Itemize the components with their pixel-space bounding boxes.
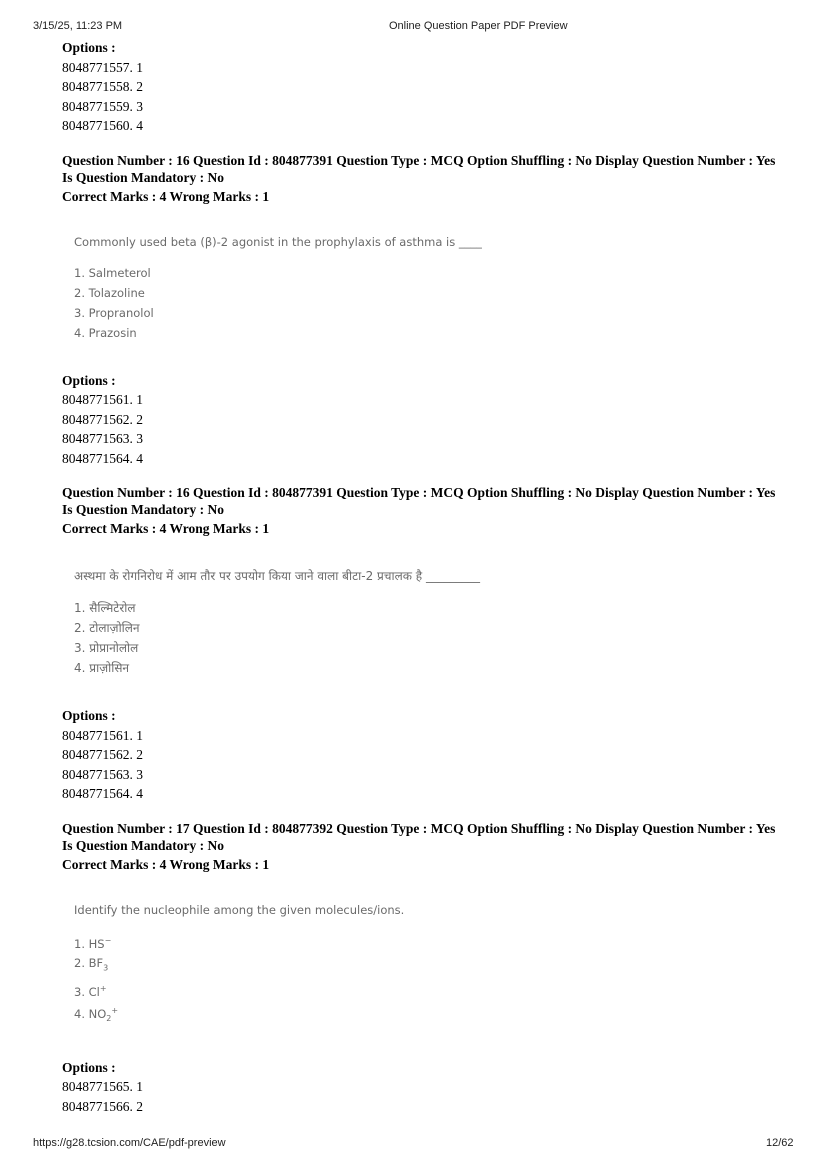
option-line: 8048771564. 4 [62, 450, 143, 466]
options-label: Options : [62, 372, 116, 388]
question-marks: Correct Marks : 4 Wrong Marks : 1 [62, 188, 270, 204]
question-image [74, 235, 782, 343]
question-meta [62, 152, 782, 205]
subscript: 3 [103, 963, 109, 973]
options-label: Options : [62, 708, 116, 723]
option-line: 8048771564. 4 [62, 786, 143, 801]
question-16-hindi [62, 484, 782, 804]
option-line: 8048771563. 3 [62, 431, 143, 446]
question-marks: Correct Marks : 4 Wrong Marks : 1 [62, 521, 270, 536]
choice-item: 1. सैल्मिटेरोल [74, 601, 136, 615]
charge-superscript: − [104, 935, 112, 945]
choice-item [74, 979, 782, 1002]
option-line: 8048771562. 2 [62, 747, 143, 762]
choice-item: 2. टोलाज़ोलिन [74, 621, 140, 635]
question-image [74, 903, 782, 1030]
option-line: 8048771561. 1 [62, 727, 143, 743]
option-line: 8048771561. 1 [62, 392, 143, 407]
choice-text: 1. HS [74, 936, 105, 951]
question-meta-line: Question Number : 16 Question Id : 804877391 Question Type : MCQ Option Shuffling : No Display Question Number : Yes [62, 485, 776, 500]
question-mandatory: Is Question Mandatory : No [62, 837, 225, 853]
choice-item: 1. Salmeterol [74, 265, 151, 280]
options-block [62, 706, 782, 804]
question-16-english [62, 152, 782, 469]
options-label: Options : [62, 40, 116, 55]
option-line: 8048771566. 2 [62, 1098, 143, 1114]
question-image [74, 567, 782, 678]
option-line: 8048771558. 2 [62, 79, 143, 94]
question-mandatory: Is Question Mandatory : No [62, 502, 225, 517]
question-meta [62, 820, 782, 873]
option-line: 8048771563. 3 [62, 766, 143, 782]
charge-superscript: + [99, 983, 107, 993]
question-meta-line: Question Number : 16 Question Id : 804877391 Question Type : MCQ Option Shuffling : No Display Question Number : Yes [62, 152, 776, 168]
question-text: अस्थमा के रोगनिरोध में आम तौर पर उपयोग किया जाने वाला बीटा-2 प्रचालक है _________ [74, 569, 480, 583]
question-paper-content [62, 38, 782, 1116]
question-meta [62, 484, 782, 537]
print-title: Online Question Paper PDF Preview [389, 20, 568, 32]
choice-item: 4. प्राज़ोसिन [74, 661, 130, 675]
choice-text: 3. Cl [74, 984, 100, 999]
choice-text: 2. BF [74, 956, 104, 971]
choice-item: 3. Propranolol [74, 305, 154, 320]
option-line: 8048771565. 1 [62, 1079, 143, 1095]
question-mandatory: Is Question Mandatory : No [62, 169, 225, 185]
print-url: https://g28.tcsion.com/CAE/pdf-preview [33, 1137, 226, 1149]
charge-superscript: + [111, 1006, 119, 1016]
print-datetime: 3/15/25, 11:23 PM [33, 20, 123, 32]
question-17 [62, 820, 782, 1117]
choice-text: 4. NO [74, 1007, 107, 1022]
choice-item [74, 931, 782, 954]
question-meta-line: Question Number : 17 Question Id : 804877392 Question Type : MCQ Option Shuffling : No Display Question Number : Yes [62, 820, 776, 836]
question-text: Commonly used beta (β)-2 agonist in the prophylaxis of asthma is ____ [74, 234, 482, 249]
question-text: Identify the nucleophile among the given molecules/ions. [74, 902, 405, 917]
options-block [62, 38, 782, 136]
choice-item: 4. Prazosin [74, 325, 137, 340]
option-line: 8048771560. 4 [62, 118, 143, 133]
option-line: 8048771557. 1 [62, 59, 143, 75]
page-number: 12/62 [766, 1137, 794, 1149]
options-block [62, 1058, 782, 1117]
choice-item: 3. प्रोप्रानोलोल [74, 641, 139, 655]
options-label: Options : [62, 1059, 116, 1075]
subscript: 2 [106, 1014, 112, 1024]
choice-item [74, 1001, 782, 1029]
option-line: 8048771562. 2 [62, 411, 143, 427]
question-marks: Correct Marks : 4 Wrong Marks : 1 [62, 856, 270, 872]
option-line: 8048771559. 3 [62, 98, 143, 114]
options-block [62, 371, 782, 469]
choice-item [74, 953, 782, 978]
choice-item: 2. Tolazoline [74, 285, 145, 300]
